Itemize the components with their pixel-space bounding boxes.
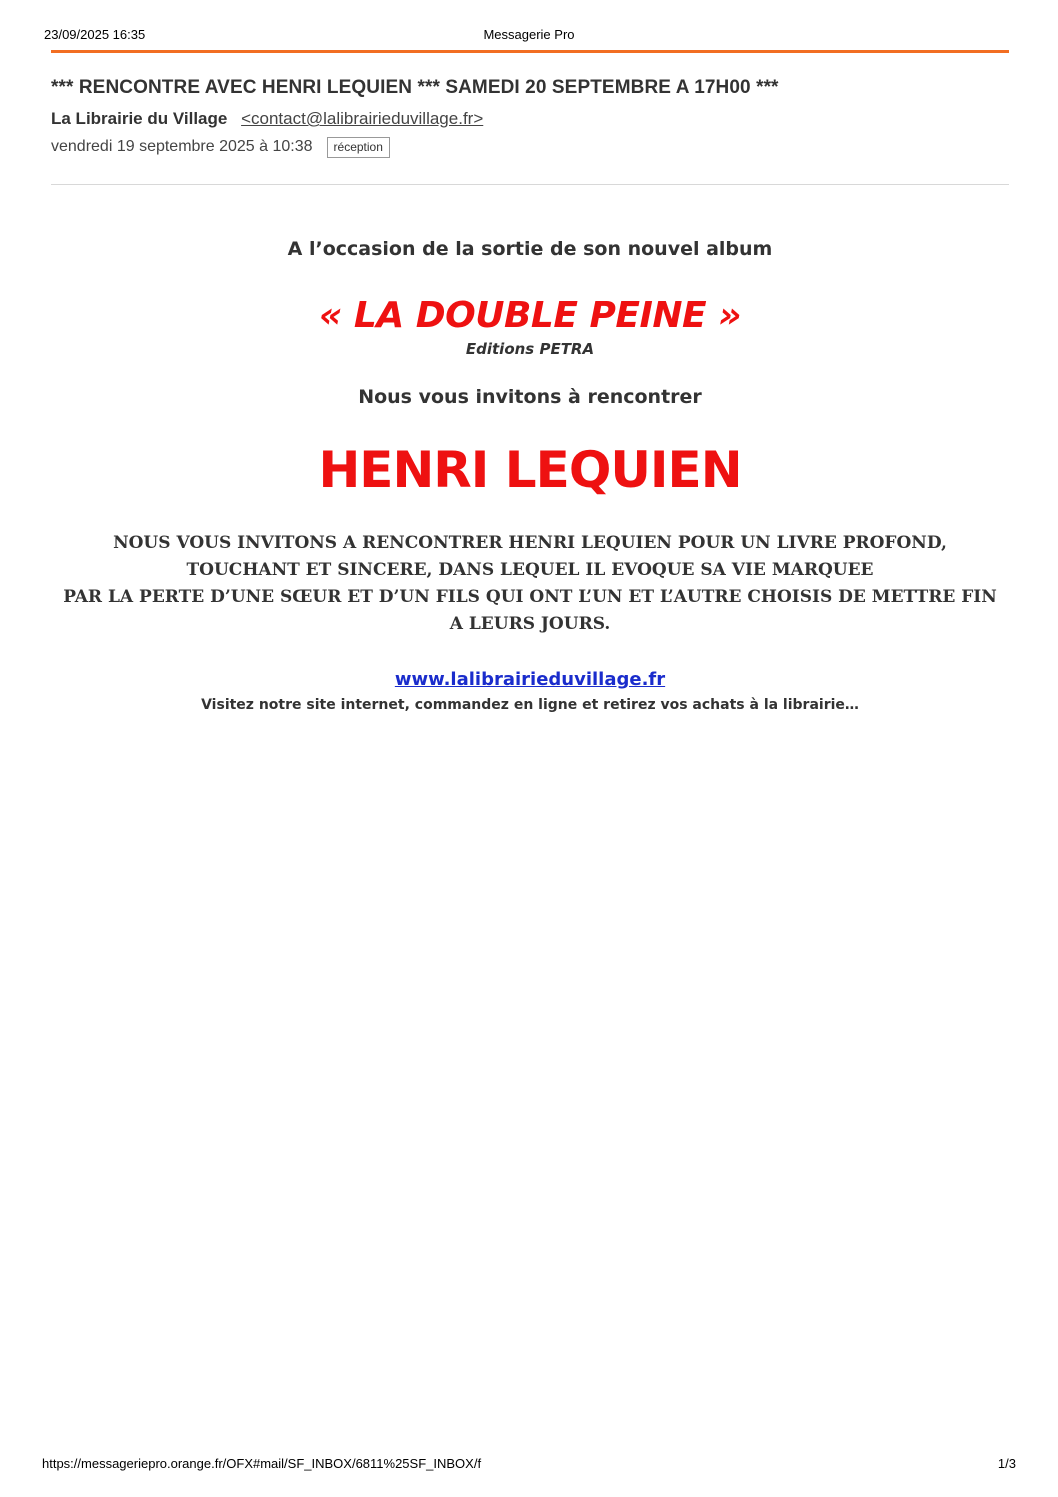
sender-line [51, 108, 1009, 130]
invite-text: Nous vous invitons à rencontrer [358, 386, 702, 408]
description-line: TOUCHANT ET SINCERE, DANS LEQUEL IL EVOQUE SA VIE MARQUEE [186, 560, 874, 580]
sender-email-link[interactable]: <contact@lalibrairieduvillage.fr> [241, 109, 484, 128]
header-separator [51, 184, 1009, 185]
print-datetime: 23/09/2025 16:35 [44, 27, 146, 42]
description-line: A LEURS JOURS. [449, 614, 611, 634]
print-title-wrap [0, 27, 1058, 42]
publisher: Editions PETRA [465, 340, 595, 358]
event-description [51, 530, 1009, 638]
header-divider [51, 50, 1009, 53]
description-line: NOUS VOUS INVITONS A RENCONTRER HENRI LEQUIEN POUR UN LIVRE PROFOND, [113, 533, 947, 553]
album-title: « LA DOUBLE PEINE » [318, 295, 741, 336]
app-title: Messagerie Pro [483, 27, 575, 42]
mail-header [51, 76, 1009, 158]
print-header [0, 27, 1058, 45]
website-link[interactable]: www.lalibrairieduvillage.fr [394, 669, 666, 690]
folder-badge[interactable]: réception [327, 137, 390, 158]
intro-text: A l’occasion de la sortie de son nouvel album [287, 238, 773, 260]
visit-text: Visitez notre site internet, commandez en ligne et retirez vos achats à la librairie… [201, 697, 859, 713]
sender-name: La Librairie du Village [51, 109, 228, 128]
description-line: PAR LA PERTE D’UNE SŒUR ET D’UN FILS QUI ONT L’UN ET L’AUTRE CHOISIS DE METTRE FIN [63, 587, 997, 607]
mail-subject: *** RENCONTRE AVEC HENRI LEQUIEN *** SAMEDI 20 SEPTEMBRE A 17H00 *** [51, 77, 779, 98]
print-url: https://messageriepro.orange.fr/OFX#mail/SF_INBOX/6811%25SF_INBOX/f [42, 1456, 482, 1471]
mail-body [51, 230, 1009, 716]
mail-date: vendredi 19 septembre 2025 à 10:38 [51, 138, 313, 155]
page-number: 1/3 [997, 1456, 1016, 1471]
date-line [51, 136, 1009, 158]
author-name: HENRI LEQUIEN [318, 441, 742, 499]
